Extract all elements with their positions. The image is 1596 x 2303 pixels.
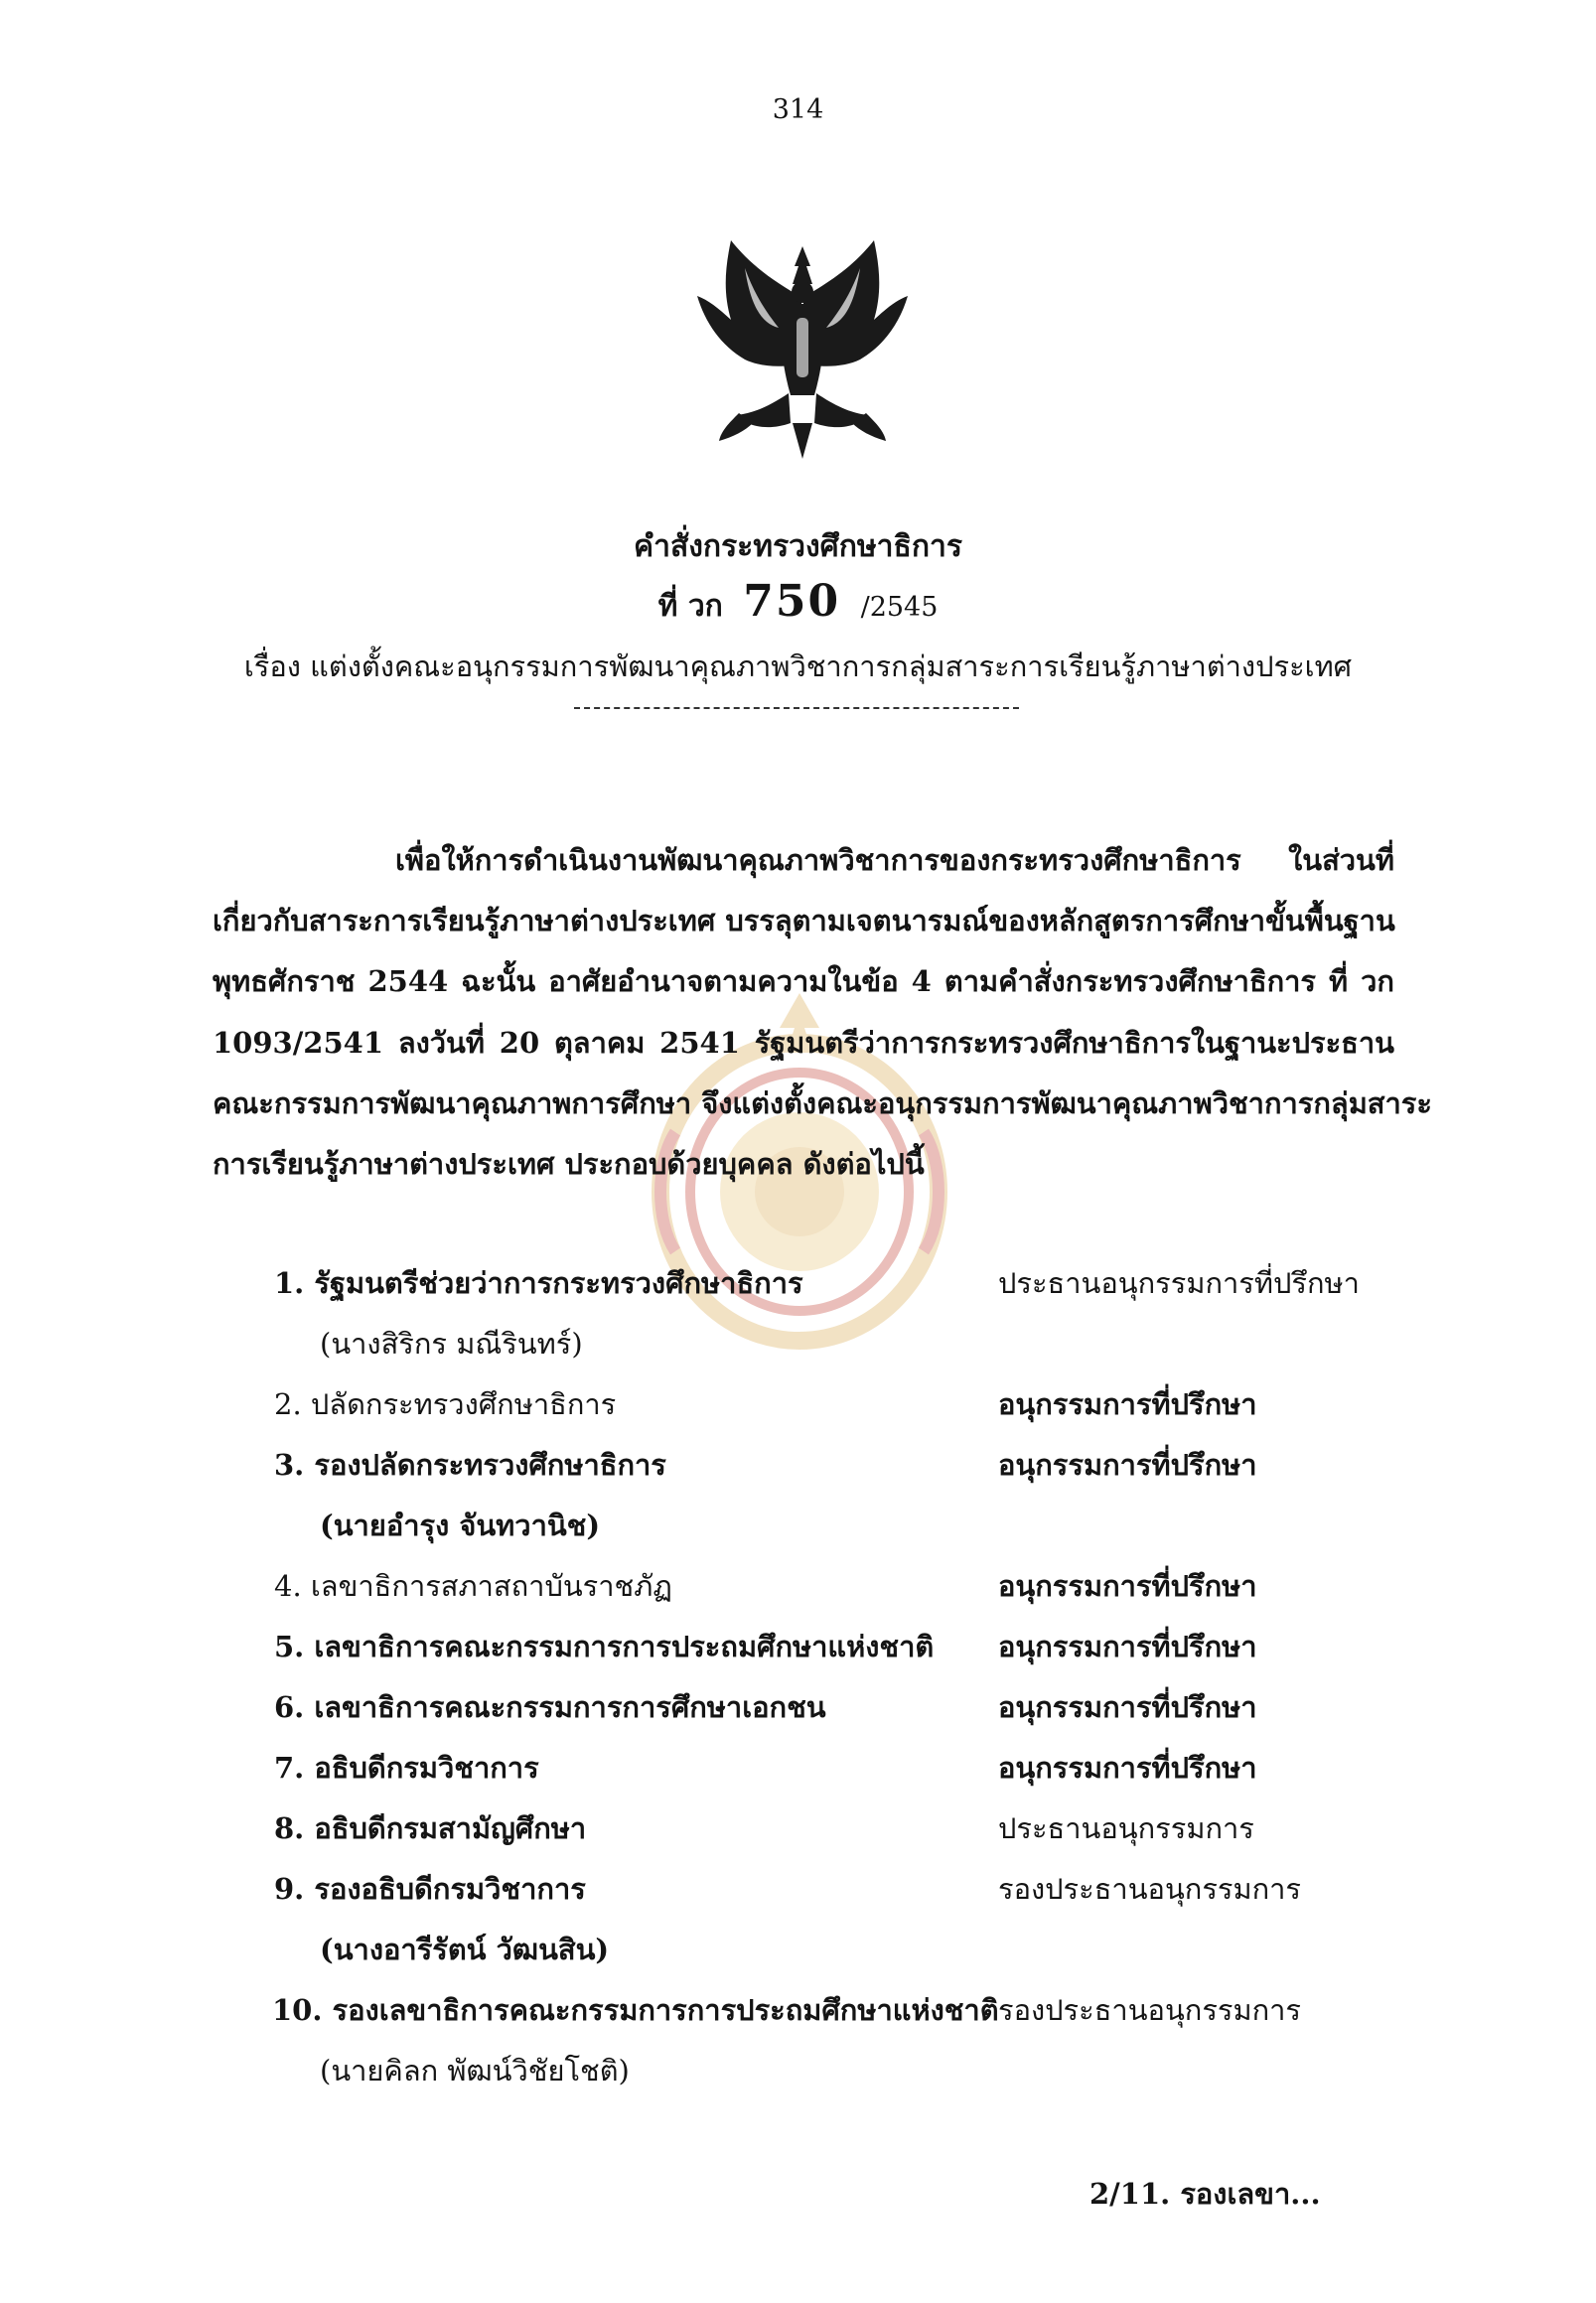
member-9-role: รองประธานอนุกรรมการ xyxy=(998,1872,1302,1906)
order-number-line xyxy=(0,576,1596,630)
member-2-name: 2. ปลัดกระทรวงศึกษาธิการ xyxy=(274,1387,617,1421)
member-9-person: (นางอารีรัตน์ วัฒนสิน) xyxy=(320,1933,610,1966)
member-3-name: 3. รองปลัดกระทรวงศึกษาธิการ xyxy=(274,1448,666,1482)
member-7-role: อนุกรรมการที่ปรึกษา xyxy=(998,1751,1257,1785)
continuation-marker: 2/11. รองเลขา... xyxy=(1089,2177,1321,2211)
member-6-name: 6. เลขาธิการคณะกรรมการการศึกษาเอกชน xyxy=(274,1690,826,1724)
body-line-1: เพื่อให้การดำเนินงานพัฒนาคุณภาพวิชาการของกระทรวงศึกษาธิการ ในส่วนที่ xyxy=(395,843,1394,877)
member-5-name: 5. เลขาธิการคณะกรรมการการประถมศึกษาแห่งชาติ xyxy=(274,1630,935,1663)
member-3-role: อนุกรรมการที่ปรึกษา xyxy=(998,1448,1257,1482)
member-4-role: อนุกรรมการที่ปรึกษา xyxy=(998,1569,1257,1603)
garuda-emblem-icon xyxy=(683,228,922,467)
member-10-role: รองประธานอนุกรรมการ xyxy=(998,1993,1302,2027)
body-line-5: คณะกรรมการพัฒนาคุณภาพการศึกษา จึงแต่งตั้งคณะอนุกรรมการพัฒนาคุณภาพวิชาการกลุ่มสาระ xyxy=(213,1086,1432,1120)
member-9-name: 9. รองอธิบดีกรมวิชาการ xyxy=(274,1872,586,1906)
body-line-3: พุทธศักราช 2544 ฉะนั้น อาศัยอำนาจตามความในข้อ 4 ตามคำสั่งกระทรวงศึกษาธิการ ที่ วก xyxy=(213,964,1394,998)
body-line-4: 1093/2541 ลงวันที่ 20 ตุลาคม 2541 รัฐมนตรีว่าการกระทรวงศึกษาธิการในฐานะประธาน xyxy=(213,1026,1394,1060)
order-number: 750 xyxy=(743,576,841,627)
member-6-role: อนุกรรมการที่ปรึกษา xyxy=(998,1690,1257,1724)
member-2-role: อนุกรรมการที่ปรึกษา xyxy=(998,1387,1257,1421)
order-subject: เรื่อง แต่งตั้งคณะอนุกรรมการพัฒนาคุณภาพวิชาการกลุ่มสาระการเรียนรู้ภาษาต่างประเทศ xyxy=(243,649,1353,683)
member-1-person: (นางสิริกร มณีรินทร์) xyxy=(320,1327,583,1361)
member-10-person: (นายคิลก พัฒน์วิชัยโชติ) xyxy=(320,2054,630,2087)
order-number-prefix: ที่ วก xyxy=(657,589,723,624)
member-1-role: ประธานอนุกรรมการที่ปรึกษา xyxy=(998,1266,1360,1300)
body-line-6: การเรียนรู้ภาษาต่างประเทศ ประกอบด้วยบุคคล ดังต่อไปนี้ xyxy=(213,1147,925,1181)
member-8-role: ประธานอนุกรรมการ xyxy=(998,1811,1254,1845)
member-10-name: 10. รองเลขาธิการคณะกรรมการการประถมศึกษาแห่งชาติ xyxy=(272,1993,999,2027)
member-7-name: 7. อธิบดีกรมวิชาการ xyxy=(274,1751,539,1785)
order-title: คำสั่งกระทรวงศึกษาธิการ xyxy=(634,529,962,564)
member-5-role: อนุกรรมการที่ปรึกษา xyxy=(998,1630,1257,1663)
separator-rule xyxy=(574,707,1019,709)
body-line-2: เกี่ยวกับสาระการเรียนรู้ภาษาต่างประเทศ บรรลุตามเจตนารมณ์ของหลักสูตรการศึกษาขั้นพื้นฐาน xyxy=(213,904,1395,937)
member-4-name: 4. เลขาธิการสภาสถาบันราชภัฏ xyxy=(274,1569,672,1603)
member-3-person: (นายอำรุง จันทวานิช) xyxy=(320,1509,601,1542)
order-year: /2545 xyxy=(860,592,939,623)
member-1-name: 1. รัฐมนตรีช่วยว่าการกระทรวงศึกษาธิการ xyxy=(274,1266,803,1300)
member-8-name: 8. อธิบดีกรมสามัญศึกษา xyxy=(274,1811,587,1845)
page-number: 314 xyxy=(772,94,824,125)
